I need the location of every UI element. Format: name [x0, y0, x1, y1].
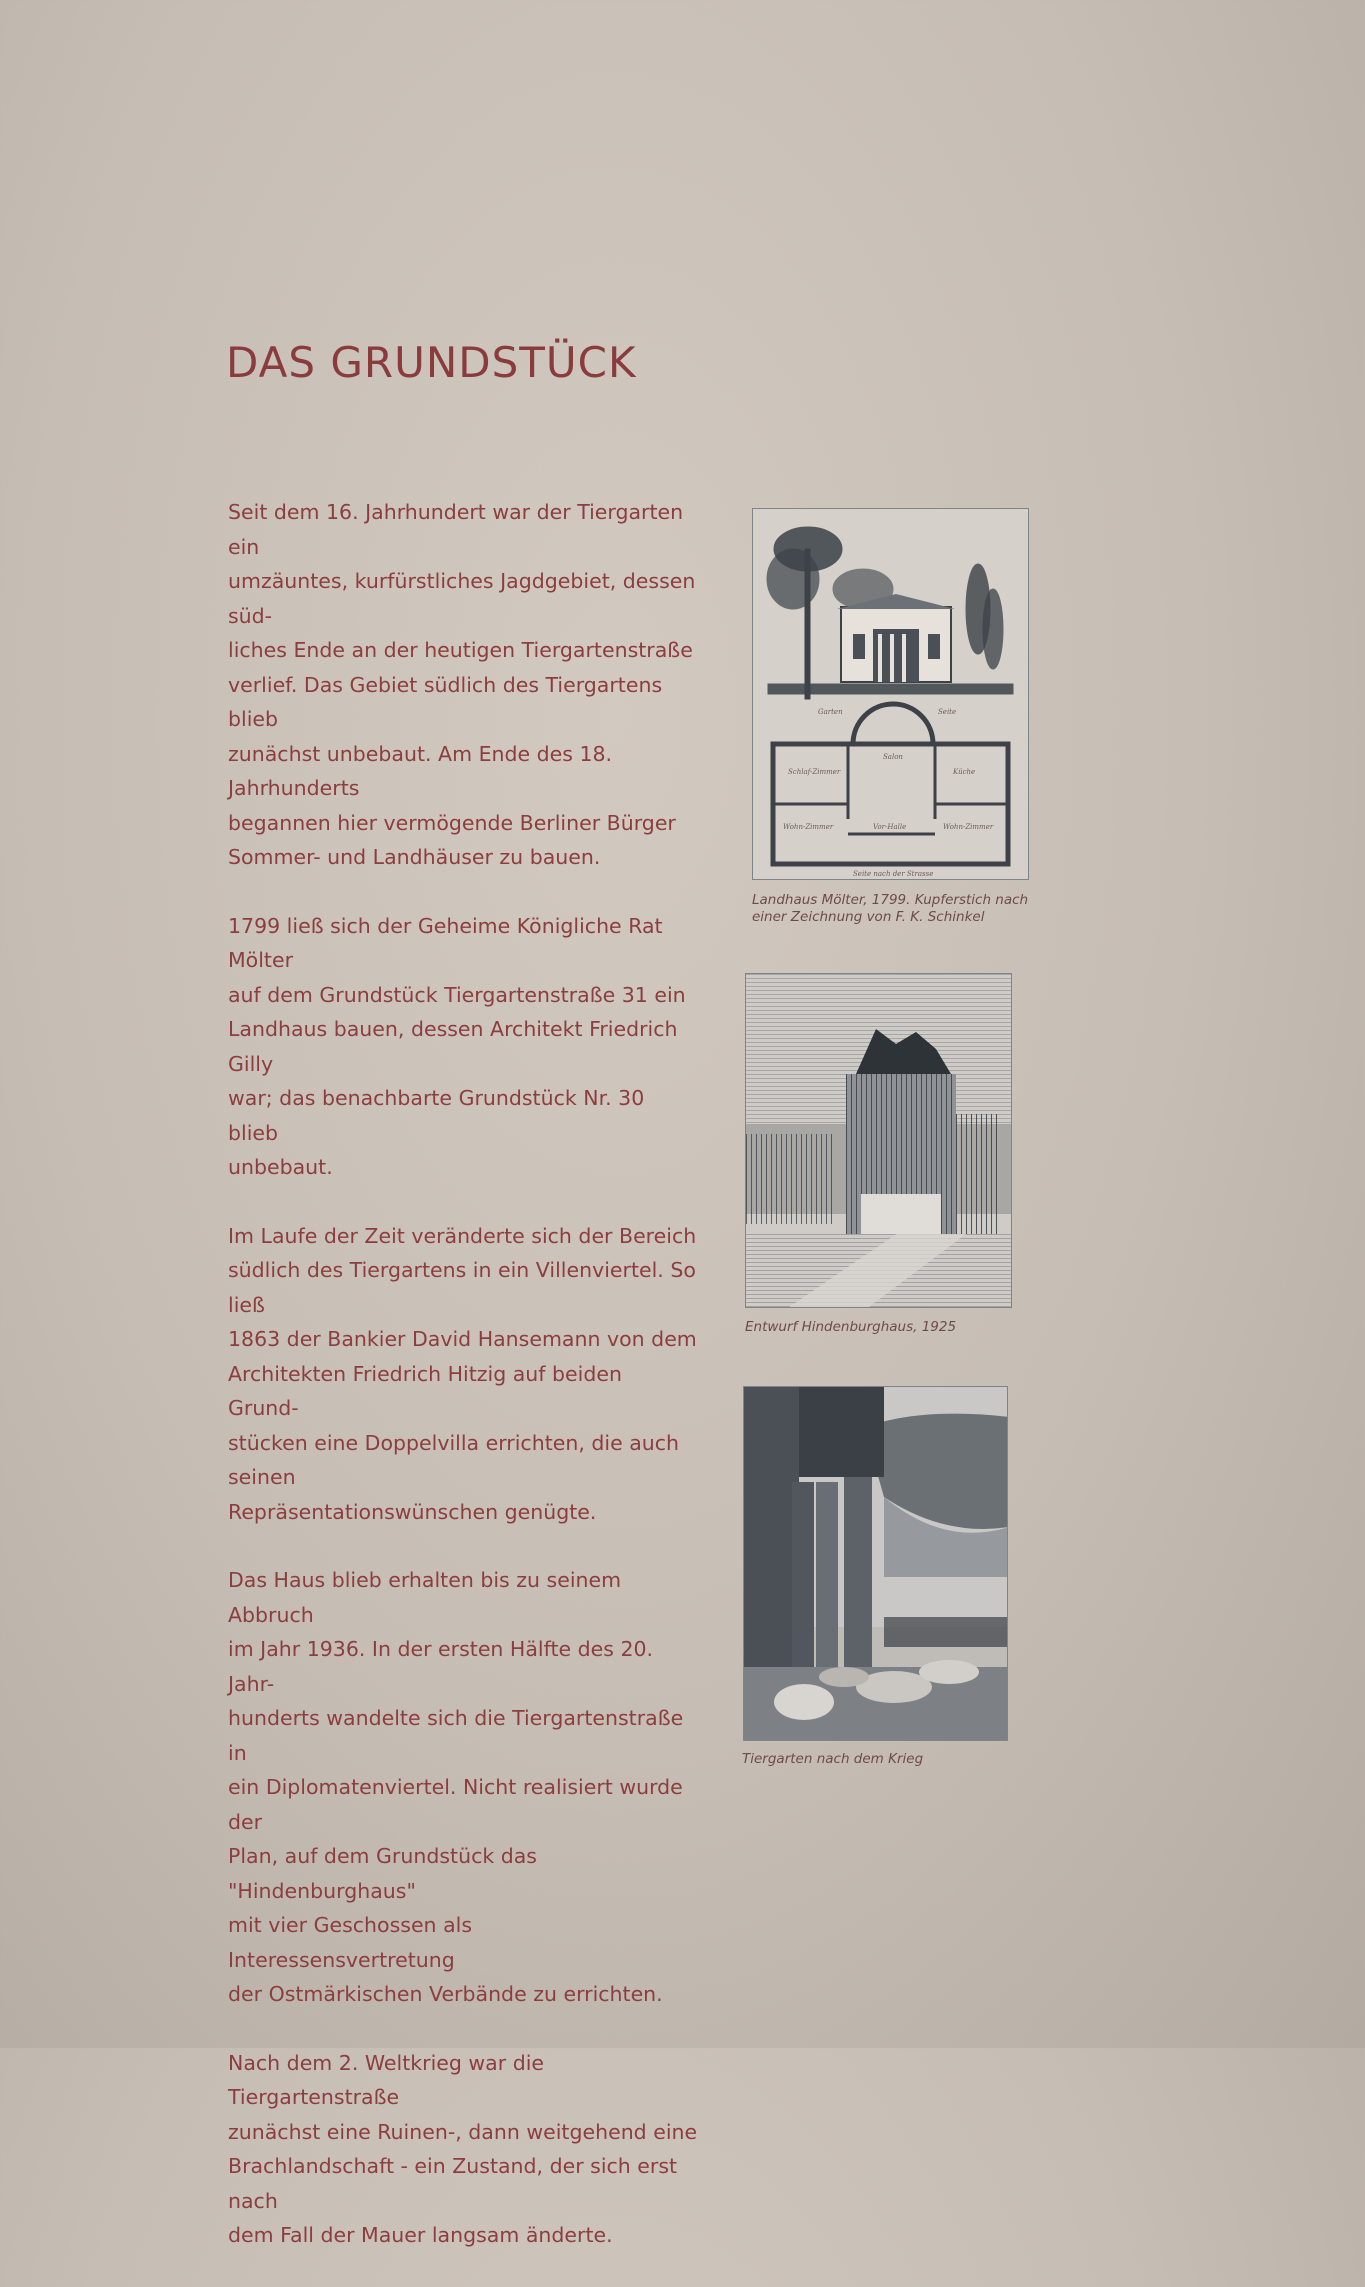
- plan-label-wohnzimmer-right: Wohn-Zimmer: [943, 823, 994, 831]
- hindenburghaus-drawing-figure: [745, 973, 1012, 1308]
- tiergarten-photo-figure: [743, 1386, 1008, 1741]
- paragraph-2: 1799 ließ sich der Geheime Königliche Rat Mölter auf dem Grundstück Tiergartenstraße 31 ein Landhaus bauen, dessen Architekt Friedrich Gilly war; das benachbarte Grundstück Nr. 30 blieb unbebaut.: [228, 913, 686, 1179]
- plan-label-vorhalle: Vor-Halle: [873, 823, 907, 831]
- tiergarten-ruins-illustration: [744, 1387, 1008, 1741]
- hindenburghaus-caption: Entwurf Hindenburghaus, 1925: [745, 1319, 957, 1335]
- hindenburghaus-illustration: [746, 974, 1012, 1308]
- plan-label-schlafzimmer: Schlaf-Zimmer: [788, 768, 841, 776]
- plan-label-seite: Seite: [938, 708, 957, 716]
- paragraph-4: Das Haus blieb erhalten bis zu seinem Abbruch im Jahr 1936. In der ersten Hälfte des 20. Jahr- hunderts wandelte sich die Tiergartenstraße in ein Diplomatenviertel. Nicht realisiert wurde der Plan, auf dem Grundstück das "Hindenburghaus" mit vier Geschossen als Interessensvertretung der Ostmärkischen Verbände zu errichten.: [228, 1568, 684, 2006]
- plan-label-salon: Salon: [883, 753, 903, 761]
- body-text: [228, 495, 698, 2287]
- plan-label-wohnzimmer-left: Wohn-Zimmer: [783, 823, 834, 831]
- page-title: DAS GRUNDSTÜCK: [226, 338, 637, 387]
- landhaus-engraving-figure: [752, 508, 1029, 880]
- tiergarten-caption: Tiergarten nach dem Krieg: [742, 1751, 924, 1767]
- paragraph-5: Nach dem 2. Weltkrieg war die Tiergartenstraße zunächst eine Ruinen-, dann weitgehend eine Brachlandschaft - ein Zustand, der sich erst nach dem Fall der Mauer langsam änderte.: [228, 2050, 698, 2247]
- plan-label-strasse: Seite nach der Strasse: [853, 870, 934, 878]
- landhaus-illustration: [753, 509, 1029, 880]
- paragraph-3: Im Laufe der Zeit veränderte sich der Bereich südlich des Tiergartens in ein Villenviertel. So ließ 1863 der Bankier David Hansemann von dem Architekten Friedrich Hitzig auf beiden Grund- stücken eine Doppelvilla errichten, die auch seinen Repräsentationswünschen genügte.: [228, 1223, 697, 1524]
- paragraph-1: Seit dem 16. Jahrhundert war der Tiergarten ein umzäuntes, kurfürstliches Jagdgebiet, dessen süd- liches Ende an der heutigen Tiergartenstraße verlief. Das Gebiet südlich des Tiergartens blieb zunächst unbebaut. Am Ende des 18. Jahrhunderts begannen hier vermögende Berliner Bürger Sommer- und Landhäuser zu bauen.: [228, 500, 696, 869]
- landhaus-caption: Landhaus Mölter, 1799. Kupferstich nach einer Zeichnung von F. K. Schinkel: [752, 892, 1029, 925]
- plan-label-kueche: Küche: [953, 768, 976, 776]
- plan-label-garten: Garten: [818, 708, 843, 716]
